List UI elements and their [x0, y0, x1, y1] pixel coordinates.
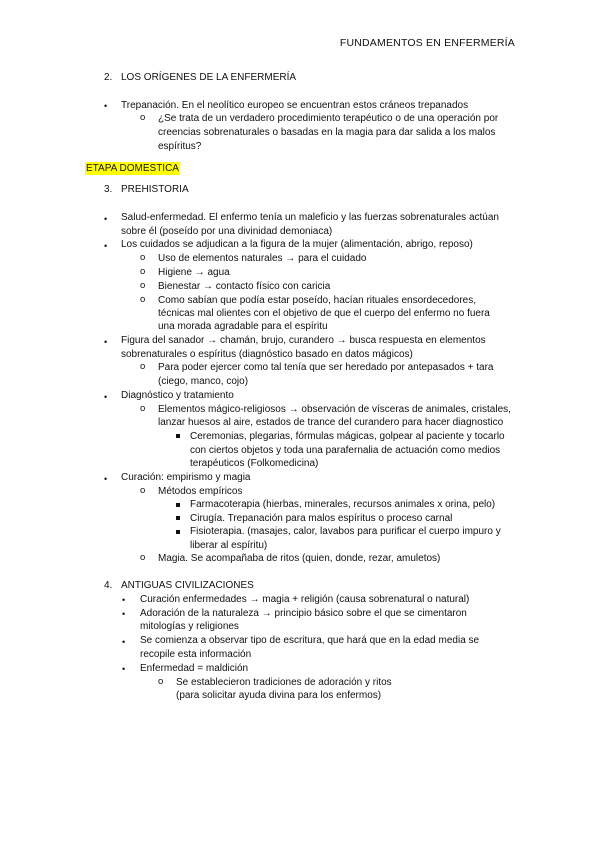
list-item: Figura del sanador → chamán, brujo, curandero → busca respuesta en elementos: [121, 335, 486, 346]
bullet-marker: •: [122, 609, 126, 619]
bullet-marker: •: [104, 337, 108, 347]
sub-bullet-marker: o: [140, 485, 146, 496]
list-item-continuation: (para solicitar ayuda divina para los enfermos): [176, 690, 382, 701]
list-item: Los cuidados se adjudican a la figura de la mujer (alimentación, abrigo, reposo): [121, 239, 473, 250]
bullet-marker: •: [104, 474, 108, 484]
list-item: Adoración de la naturaleza → principio básico sobre el que se cimentaron: [140, 608, 467, 619]
list-item: Higiene → agua: [158, 267, 230, 278]
list-item: Bienestar → contacto físico con caricia: [158, 281, 331, 292]
sub-bullet-marker: o: [140, 361, 146, 372]
list-item: Cirugía. Trepanación para malos espíritus o proceso carnal: [190, 513, 453, 524]
list-item: Diagnóstico y tratamiento: [121, 390, 234, 401]
list-item: Ceremonias, plegarias, fórmulas mágicas, golpear al paciente y tocarlo: [190, 431, 505, 442]
sub-bullet-marker: o: [140, 112, 146, 123]
sub-bullet-marker: o: [140, 294, 146, 305]
list-item: Trepanación. En el neolítico europeo se encuentran estos cráneos trepanados: [121, 100, 469, 111]
list-item: Uso de elementos naturales → para el cuidado: [158, 253, 367, 264]
bullet-marker: •: [104, 214, 108, 224]
list-item: Métodos empíricos: [158, 486, 243, 497]
bullet-marker: •: [104, 392, 108, 402]
list-item-continuation: sobrenaturales o espíritus (diagnóstico basado en datos mágicos): [121, 349, 413, 360]
bullet-marker: •: [104, 101, 108, 111]
list-item: Fisioterapia. (masajes, calor, lavabos para purificar el cuerpo impuro y: [190, 526, 501, 537]
list-item: Para poder ejercer como tal tenía que ser heredado por antepasados + tara: [158, 362, 494, 373]
list-item-continuation: creencias sobrenaturales o basadas en la magia para dar salida a los malos: [158, 127, 496, 138]
bullet-marker: •: [122, 637, 126, 647]
list-item-continuation: espíritus?: [158, 141, 202, 152]
highlighted-heading: ETAPA DOMESTICA: [86, 163, 179, 174]
sub-bullet-marker: o: [140, 266, 146, 277]
sub-bullet-marker: o: [140, 280, 146, 291]
square-bullet-marker: [176, 434, 180, 438]
list-item-continuation: liberar al espíritu): [190, 540, 268, 551]
list-item: Magia. Se acompañaba de ritos (quien, donde, rezar, amuletos): [158, 553, 441, 564]
list-item-continuation: mitologías y religiones: [140, 621, 239, 632]
list-item: Se establecieron tradiciones de adoración y ritos: [176, 677, 392, 688]
list-item: Salud-enfermedad. El enfermo tenía un maleficio y las fuerzas sobrenaturales actúan: [121, 212, 499, 223]
section-number: 4.: [104, 580, 113, 591]
square-bullet-marker: [176, 503, 180, 507]
list-item-continuation: con ciertos objetos y toda una parafernalia de actuación como medios: [190, 445, 501, 456]
list-item-continuation: (ciego, manco, cojo): [158, 376, 249, 387]
section-title: LOS ORÍGENES DE LA ENFERMERÍA: [121, 72, 297, 83]
list-item-continuation: terapéuticos (Folkomedicina): [190, 458, 319, 469]
list-item: Farmacoterapia (hierbas, minerales, recursos animales x orina, pelo): [190, 499, 496, 510]
list-item: Se comienza a observar tipo de escritura, que hará que en la edad media se: [140, 635, 480, 646]
section-number: 2.: [104, 72, 113, 83]
list-item: Curación: empirismo y magia: [121, 472, 251, 483]
sub-bullet-marker: o: [140, 252, 146, 263]
list-item: ¿Se trata de un verdadero procedimiento terapéutico o de una operación por: [158, 113, 499, 124]
list-item-continuation: recopile esta información: [140, 649, 252, 660]
section-title: ANTIGUAS CIVILIZACIONES: [121, 580, 254, 591]
list-item: Como sabían que podía estar poseído, hacían rituales ensordecedores,: [158, 295, 476, 306]
page-header: FUNDAMENTOS EN ENFERMERÍA: [339, 37, 515, 49]
bullet-marker: •: [122, 664, 126, 674]
bullet-marker: •: [122, 595, 126, 605]
square-bullet-marker: [176, 516, 180, 520]
bullet-marker: •: [104, 241, 108, 251]
sub-bullet-marker: o: [140, 403, 146, 414]
list-item: Enfermedad = maldición: [140, 663, 249, 674]
list-item-continuation: una morada agradable para el espíritu: [158, 321, 328, 332]
section-number: 3.: [104, 184, 113, 195]
sub-bullet-marker: o: [140, 552, 146, 563]
square-bullet-marker: [176, 530, 180, 534]
list-item: Curación enfermedades → magia + religión (causa sobrenatural o natural): [140, 594, 470, 605]
list-item: Elementos mágico-religiosos → observación de vísceras de animales, cristales,: [158, 404, 511, 415]
list-item-continuation: sobre él (poseído por una divinidad demoniaca): [121, 226, 333, 237]
sub-bullet-marker: o: [158, 676, 164, 687]
list-item-continuation: lanzar huesos al aire, estados de trance del curandero para hacer diagnostico: [158, 417, 504, 428]
section-title: PREHISTORIA: [121, 184, 189, 195]
list-item-continuation: técnicas mal olientes con el objetivo de que el cuerpo del enfermo no fuera: [158, 308, 490, 319]
